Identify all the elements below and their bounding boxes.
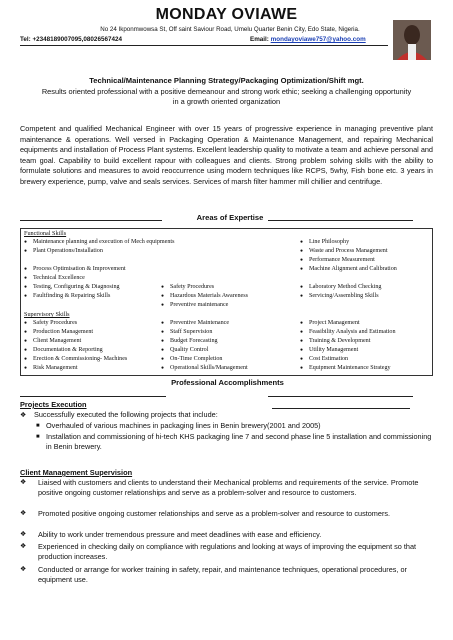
diamond-bullet-icon: ❖ [20,543,27,550]
skill-item: ● Preventive maintenance [161,302,228,308]
career-title: Technical/Maintenance Planning Strategy/Packaging Optimization/Shift mgt. [89,76,364,85]
skill-item: ● Cost Estimation [300,356,348,362]
skill-item: ● Erection & Commissioning- Machines [24,356,127,362]
telephone: Tel: +2348189007095,08026567424 [20,36,122,43]
skill-item: ● Training & Development [300,338,370,344]
accomplishments-heading: Professional Accomplishments [171,378,284,387]
skill-item: ● Feasibility Analysis and Estimation [300,329,396,335]
skill-item: ● Waste and Process Management [300,248,388,254]
client-text: Liaised with customers and clients to understand their Mechanical problems and requirements of the service. Promote positive ongoing customer relationships and serve as a problem-solver and resource to customers. [38,478,419,498]
divider-left [20,396,166,397]
skill-item: ● Safety Procedures [24,320,77,326]
square-bullet-icon: ■ [36,434,40,440]
skill-item: ● Documentation & Reporting [24,347,103,353]
skill-item: ● Preventive Maintenance [161,320,229,326]
career-summary: Results oriented professional with a positive demeanour and strong work ethic; seeking a challenging opportunity in a growth oriented organization [41,87,412,106]
address: No 24 Ikponmwowsa St, Off saint Saviour Road, Umelu Quarter Benin City, Edo State, Nigeria. [100,26,360,33]
skill-item: ● Technical Excellence [24,275,85,281]
diamond-bullet-icon: ❖ [20,479,27,486]
skill-item: ● Performance Measurement [300,257,375,263]
square-bullet-icon: ■ [36,423,40,429]
skill-item: ● Staff Supervision [161,329,212,335]
skill-item: ● Operational Skills/Management [161,365,248,371]
functional-skills-title: Functional Skills [24,230,67,237]
skill-item: ● Equipment Maintenance Strategy [300,365,391,371]
client-title: Client Management Supervision [20,468,133,477]
skill-item: ● Budget Forecasting [161,338,218,344]
skill-item: ● Servicing/Assembling Skills [300,293,379,299]
skill-item: ● Line Philosophy [300,239,349,245]
divider-right [268,396,413,397]
skill-item: ● Hazardous Materials Awareness [161,293,248,299]
skill-item: ● Plant Operations/Installation [24,248,103,254]
skill-item: ● Laboratory Method Checking [300,284,381,290]
skill-item: ● Process Optimisation & Improvement [24,266,126,272]
email-line [250,36,366,43]
diamond-bullet-icon: ❖ [20,510,27,517]
divider-right [268,220,413,221]
skill-item: ● Faultfinding & Repairing Skills [24,293,110,299]
client-text: Experienced in checking daily on compliance with regulations and looking at ways of improving the equipment so that production increases. [38,542,417,562]
skill-item: ● Quality Control [161,347,208,353]
list-item [20,509,433,519]
expertise-heading: Areas of Expertise [196,213,264,222]
projects-intro-text: Successfully executed the following projects that include: [34,410,218,419]
header-rule [20,45,388,46]
supervisory-skills-title: Supervisory Skills [24,311,70,318]
list-item [20,542,433,562]
skill-item: ● Client Management [24,338,81,344]
diamond-bullet-icon: ❖ [20,412,27,419]
email-label: Email: [250,36,269,43]
project-text: Installation and commissioning of hi-tech KHS packaging line 7 and second phase line 5 installation and commissioning in Benin brewery. [46,432,432,452]
projects-title: Projects Execution [20,400,87,409]
candidate-name: MONDAY OVIAWE [155,6,298,23]
skill-item: ● Maintenance planning and execution of Mech equipments [24,239,174,245]
skill-item: ● On-Time Completion [161,356,222,362]
client-text: Ability to work under tremendous pressure and meet deadlines with ease and efficiency. [38,530,322,539]
skill-item: ● Safety Procedures [161,284,214,290]
skill-item: ● Machine Alignment and Calibration [300,266,397,272]
diamond-bullet-icon: ❖ [20,531,27,538]
list-item [20,478,433,498]
skill-item: ● Project Management [300,320,360,326]
skill-item: ● Risk Management [24,365,78,371]
list-item [36,421,433,431]
divider-right-2 [272,408,410,409]
email-link[interactable]: mondayoviawe757@yahoo.com [270,36,366,43]
skill-item: ● Utility Management [300,347,358,353]
projects-intro [20,410,433,421]
profile-paragraph: Competent and qualified Mechanical Engineer with over 15 years of progressive experience in managing preventive plant maintenance & operations. Well versed in Packaging Operation & Maintenance Management, and repairing Mechanical equipments and installation of Process Plant systems. Excellent leadership quality to motivate a team and achieve personal and team goal. Capability to build excellent rapour with colleagues and clients. Strong problem solving skills with the ability to formulate solutions and measures to avoid reoccurrence using modern techniques like RCPS, 5why, Fish bone etc. 3 years in brewery experience, pump, valve and seals services. Services of marsh filter hammer mill chillier and centrifuge. [20,124,433,186]
profile-photo [393,20,431,60]
divider-left [20,220,162,221]
diamond-bullet-icon: ❖ [20,566,27,573]
client-text: Conducted or arrange for worker training in safety, repair, and maintenance techniques, operational procedures, or equipment use. [38,565,407,585]
list-item [36,432,433,452]
client-text: Promoted positive ongoing customer relationships and serve as a problem-solver and resource to customers. [38,509,391,518]
skill-item: ● Testing, Configuring & Diagnosing [24,284,120,290]
project-text: Overhauled of various machines in packaging lines in Benin brewery(2001 and 2005) [46,421,321,430]
skill-item: ● Production Management [24,329,93,335]
list-item [20,530,433,540]
list-item [20,565,433,585]
